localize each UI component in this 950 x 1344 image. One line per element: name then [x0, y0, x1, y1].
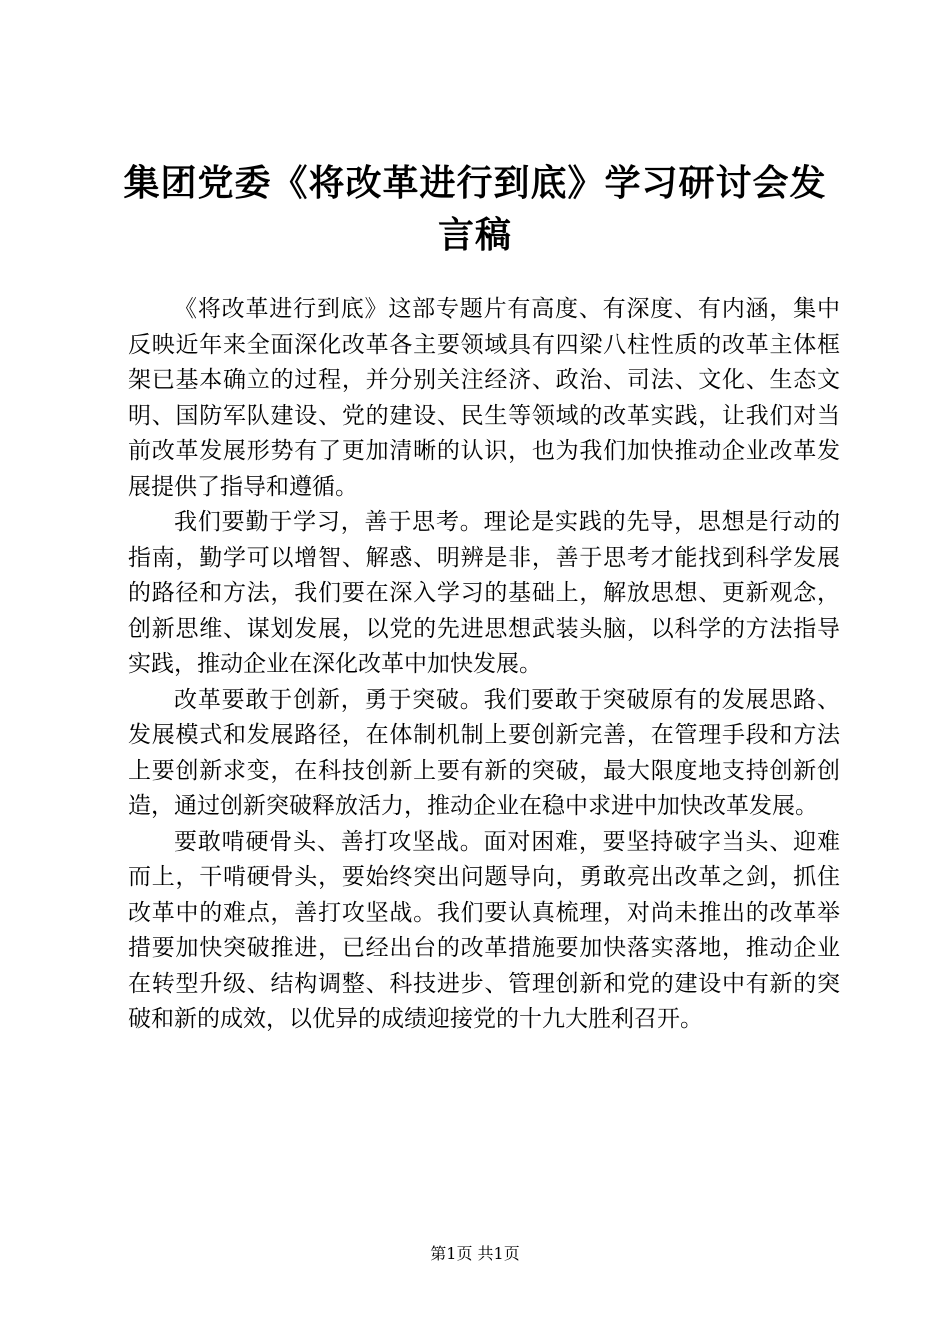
paragraph-4: 要敢啃硬骨头、善打攻坚战。面对困难，要坚持破字当头、迎难而上，干啃硬骨头，要始终突出问题导向，勇敢亮出改革之剑，抓住改革中的难点，善打攻坚战。我们要认真梳理，对尚未推出的改革举措要加快突破推进，已经出台的改革措施要加快落实落地，推动企业在转型升级、结构调整、科技进步、管理创新和党的建设中有新的突破和新的成效，以优异的成绩迎接党的十九大胜利召开。 [128, 828, 840, 1032]
page-footer: 第1页 共1页 [430, 1244, 520, 1263]
document-body [128, 292, 840, 1038]
document-title: 集团党委《将改革进行到底》学习研讨会发言稿 [123, 163, 827, 256]
paragraph-2: 我们要勤于学习，善于思考。理论是实践的先导，思想是行动的指南，勤学可以增智、解惑、明辨是非，善于思考才能找到科学发展的路径和方法，我们要在深入学习的基础上，解放思想、更新观念，创新思维、谋划发展，以党的先进思想武装头脑，以科学的方法指导实践，推动企业在深化改革中加快发展。 [128, 509, 840, 677]
paragraph-3: 改革要敢于创新，勇于突破。我们要敢于突破原有的发展思路、发展模式和发展路径，在体制机制上要创新完善，在管理手段和方法上要创新求变，在科技创新上要有新的突破，最大限度地支持创新创造，通过创新突破释放活力，推动企业在稳中求进中加快改革发展。 [128, 686, 840, 819]
paragraph-1: 《将改革进行到底》这部专题片有高度、有深度、有内涵，集中反映近年来全面深化改革各主要领域具有四梁八柱性质的改革主体框架已基本确立的过程，并分别关注经济、政治、司法、文化、生态文明、国防军队建设、党的建设、民生等领域的改革实践，让我们对当前改革发展形势有了更加清晰的认识，也为我们加快推动企业改革发展提供了指导和遵循。 [128, 296, 840, 500]
